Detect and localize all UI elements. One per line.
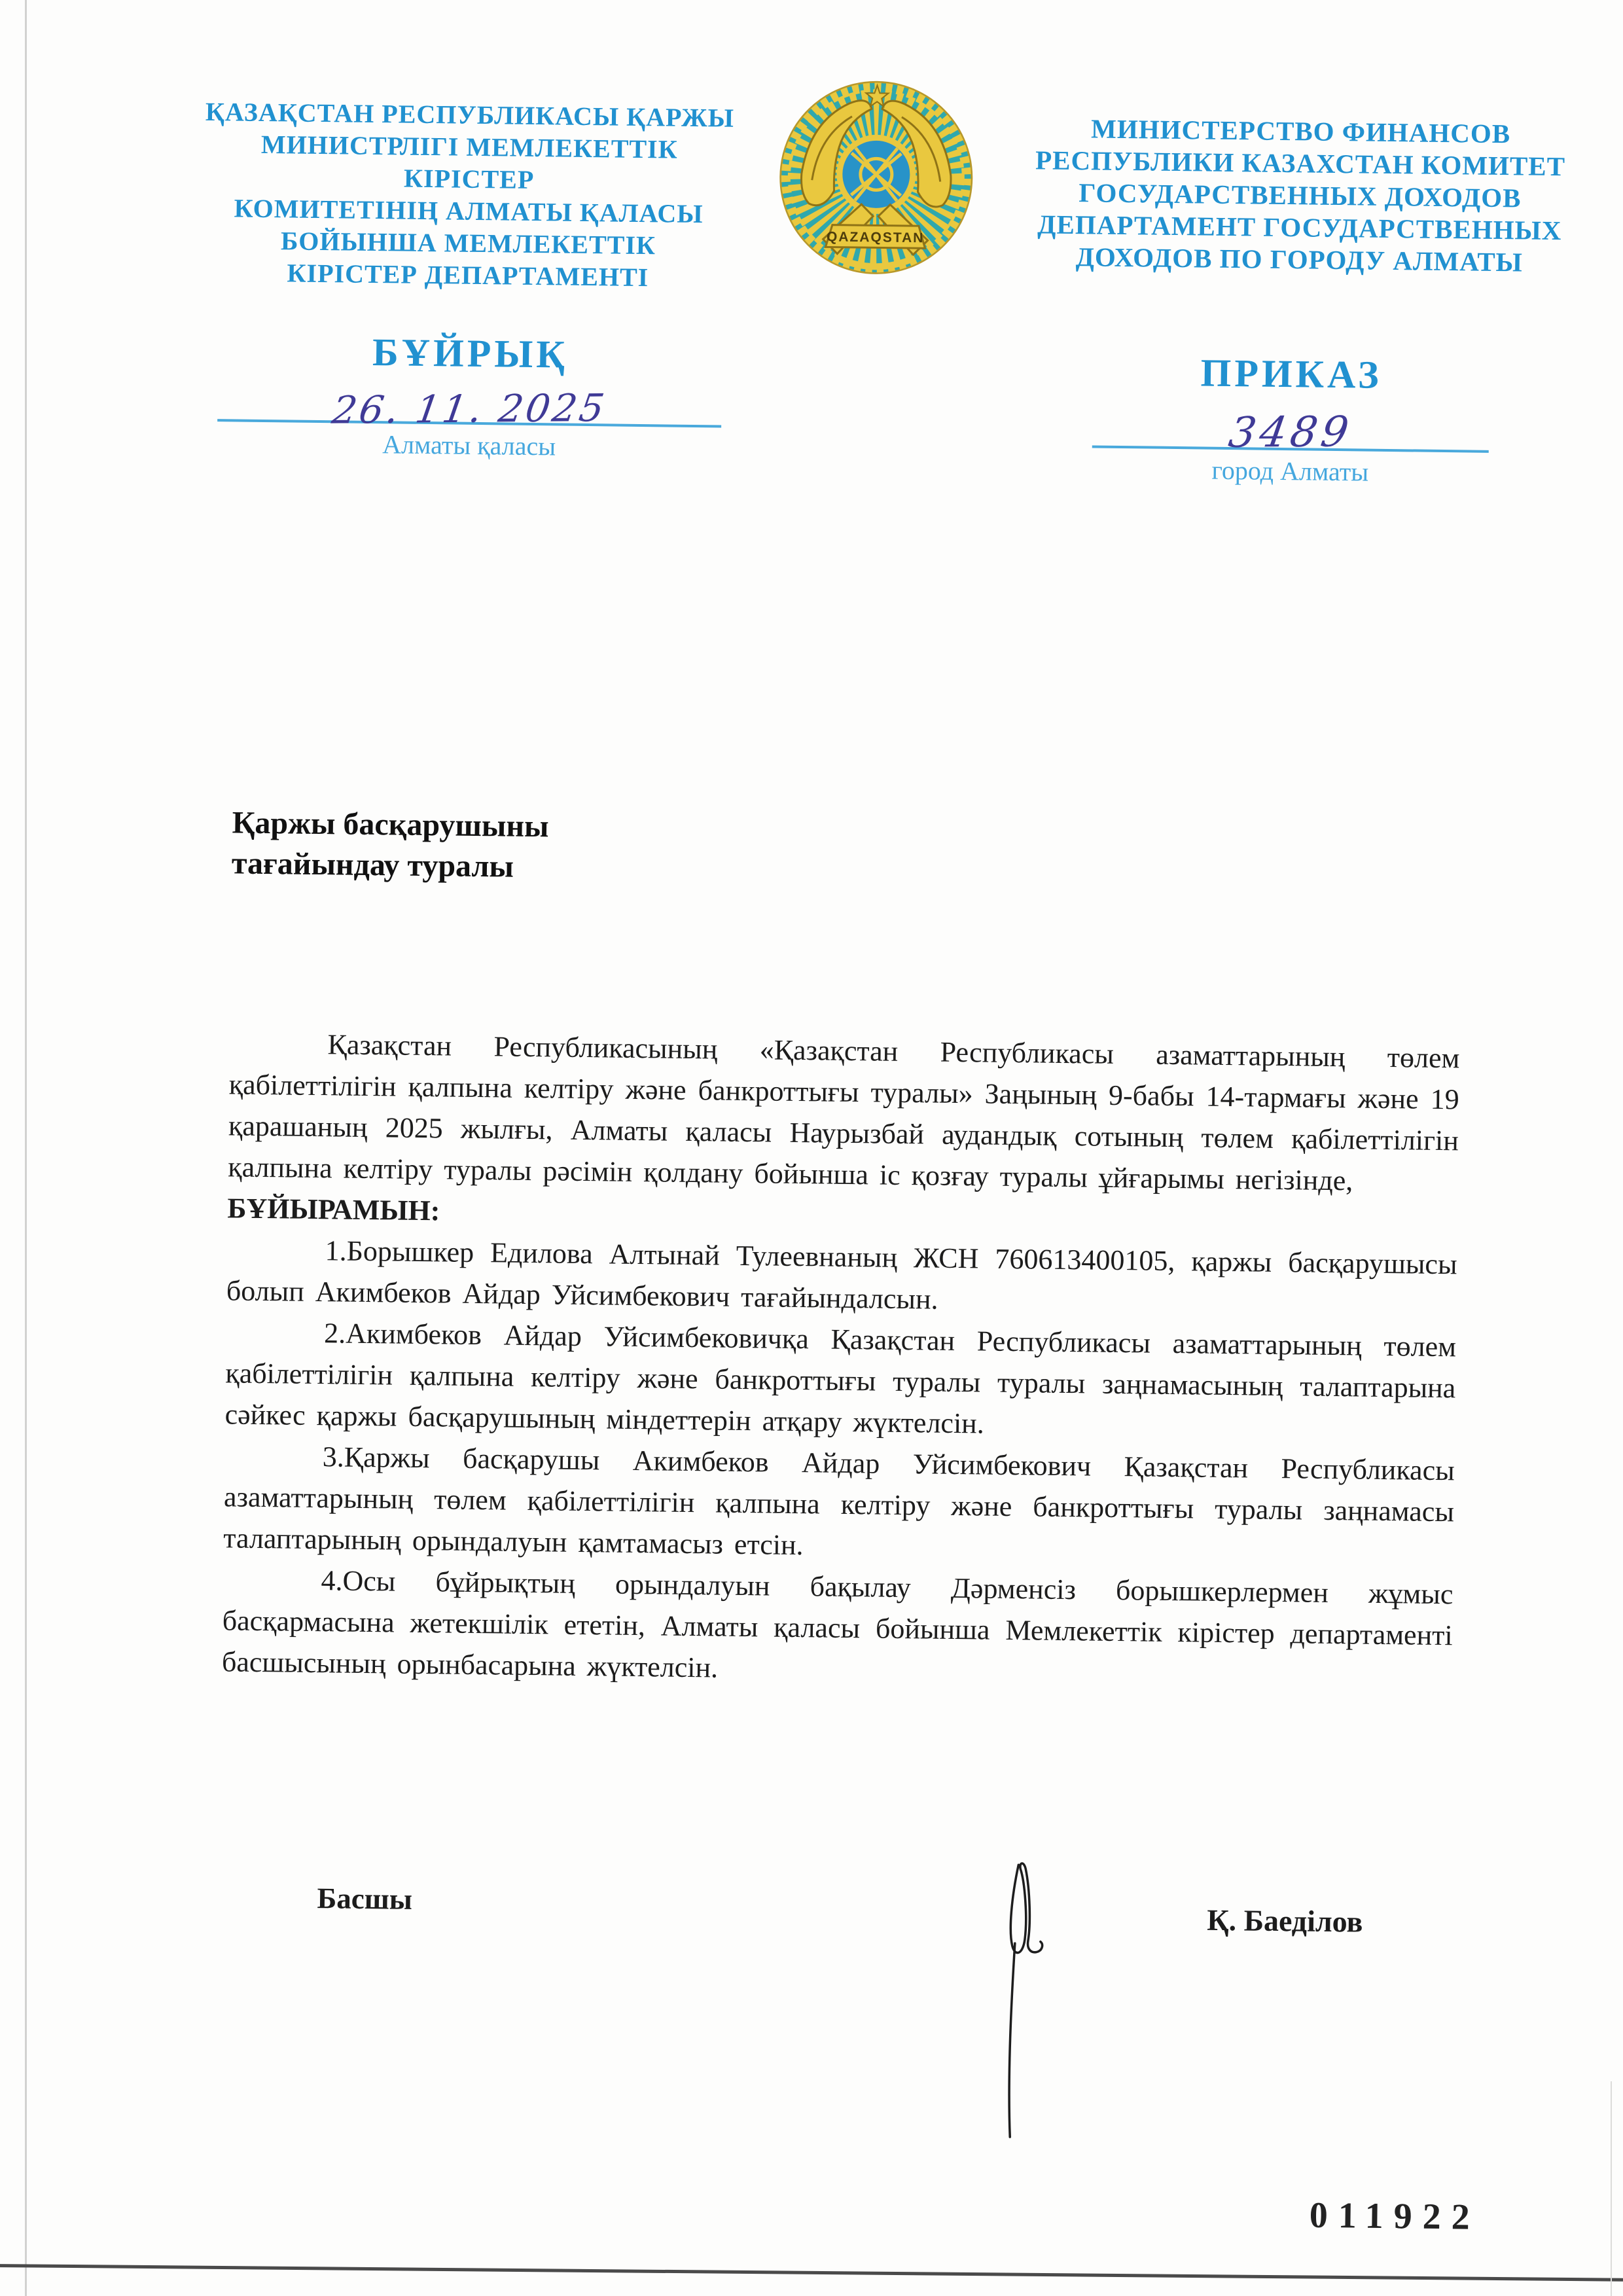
order-heading-russian: ПРИКАЗ [1200, 351, 1383, 397]
letterhead-kazakh-line: КОМИТЕТІНІҢ АЛМАТЫ ҚАЛАСЫ [234, 193, 704, 229]
order-item-4: 4.Осы бұйрықтың орындалуын бақылау Дәрменсіз борышкерлермен жұмыс басқармасына жетекшілік ететін, Алматы қаласы бойынша Мемлекеттік кірістер департаменті басшысының орынбасарына жүктелсін. [221, 1564, 1454, 1684]
form-stamp-number: 011922 [1309, 2195, 1481, 2238]
letterhead-russian-line: ДОХОДОВ ПО ГОРОДУ АЛМАТЫ [1075, 242, 1524, 278]
resolve-word: БҰЙЫРАМЫН: [227, 1192, 440, 1227]
order-heading-kazakh: БҰЙРЫҚ [372, 330, 569, 376]
letterhead-kazakh-line: КІРІСТЕР ДЕПАРТАМЕНТІ [287, 258, 649, 293]
letterhead-kazakh-line: МИНИСТРЛІГІ МЕМЛЕКЕТТІК КІРІСТЕР [260, 129, 678, 194]
letterhead-russian-line: РЕСПУБЛИКИ КАЗАХСТАН КОМИТЕТ [1035, 145, 1566, 182]
handwritten-signature [985, 1857, 1067, 2145]
letterhead-kazakh-line: ҚАЗАҚСТАН РЕСПУБЛИКАСЫ ҚАРЖЫ [205, 96, 735, 133]
letterhead-russian-line: ДЕПАРТАМЕНТ ГОСУДАРСТВЕННЫХ [1037, 209, 1562, 246]
place-label-russian: город Алматы [1211, 455, 1369, 487]
signer-name: Қ. Баеділов [1206, 1903, 1363, 1939]
letterhead-russian [1018, 112, 1582, 279]
handwritten-date: 26. 11. 2025 [329, 386, 610, 433]
order-item-2: 2.Акимбеков Айдар Уйсимбековичқа Қазақстан Республикасы азаматтарының төлем қабілеттілігін қалпына келтіру және банкроттығы туралы туралы заңнамасының талаптарына сәйкес қаржы басқарушының міндеттерін атқару жүктелсін. [224, 1317, 1457, 1440]
document-body [222, 802, 1463, 1697]
letterhead-kazakh [193, 96, 745, 295]
scan-edge-line-right [1611, 2081, 1612, 2296]
order-item-3: 3.Қаржы басқарушы Акимбеков Айдар Уйсимбекович Қазақстан Республикасы азаматтарының төлем қабілеттілігін қалпына келтіру және банкроттығы туралы заңнамасы талаптарының орындалуын қамтамасыз етсін. [223, 1441, 1455, 1562]
subject-line-1: Қаржы басқарушыны [232, 805, 549, 844]
order-item-1: 1.Борышкер Едилова Алтынай Тулеевнаның ЖСН 760613400105, қаржы басқарушысы болып Акимбеков Айдар Уйсимбекович тағайындалсын. [226, 1234, 1457, 1316]
order-block-kazakh [217, 327, 722, 463]
document-subject [232, 802, 1463, 899]
emblem-banner-text: QAZAQSTAN [826, 229, 925, 246]
handwritten-order-number: 3489 [1225, 408, 1356, 457]
letterhead-russian-line: ГОСУДАРСТВЕННЫХ ДОХОДОВ [1079, 177, 1522, 213]
kazakhstan-coat-of-arms-icon [777, 75, 976, 284]
signer-position-label: Басшы [317, 1882, 413, 1916]
intro-paragraph: Қазақстан Республикасының «Қазақстан Республикасы азаматтарының төлем қабілеттілігін қалпына келтіру және банкроттығы туралы» Заңының 9-бабы 14-тармағы және 19 қарашаның 2025 жылғы, Алматы қаласы Наурызбай аудандық сотының төлем қабілеттілігін қалпына келтіру туралы рәсімін қолдану бойынша іс қозғау туралы ұйғарымы негізінде, [227, 1028, 1460, 1197]
scan-edge-line-left [25, 0, 27, 2296]
letterhead-russian-line: МИНИСТЕРСТВО ФИНАНСОВ [1090, 113, 1511, 149]
subject-line-2: тағайындау туралы [231, 846, 514, 884]
letterhead-kazakh-line: БОЙЫНША МЕМЛЕКЕТТІК [280, 226, 656, 260]
place-label-kazakh: Алматы қаласы [382, 429, 556, 461]
order-block-russian [1048, 348, 1533, 490]
